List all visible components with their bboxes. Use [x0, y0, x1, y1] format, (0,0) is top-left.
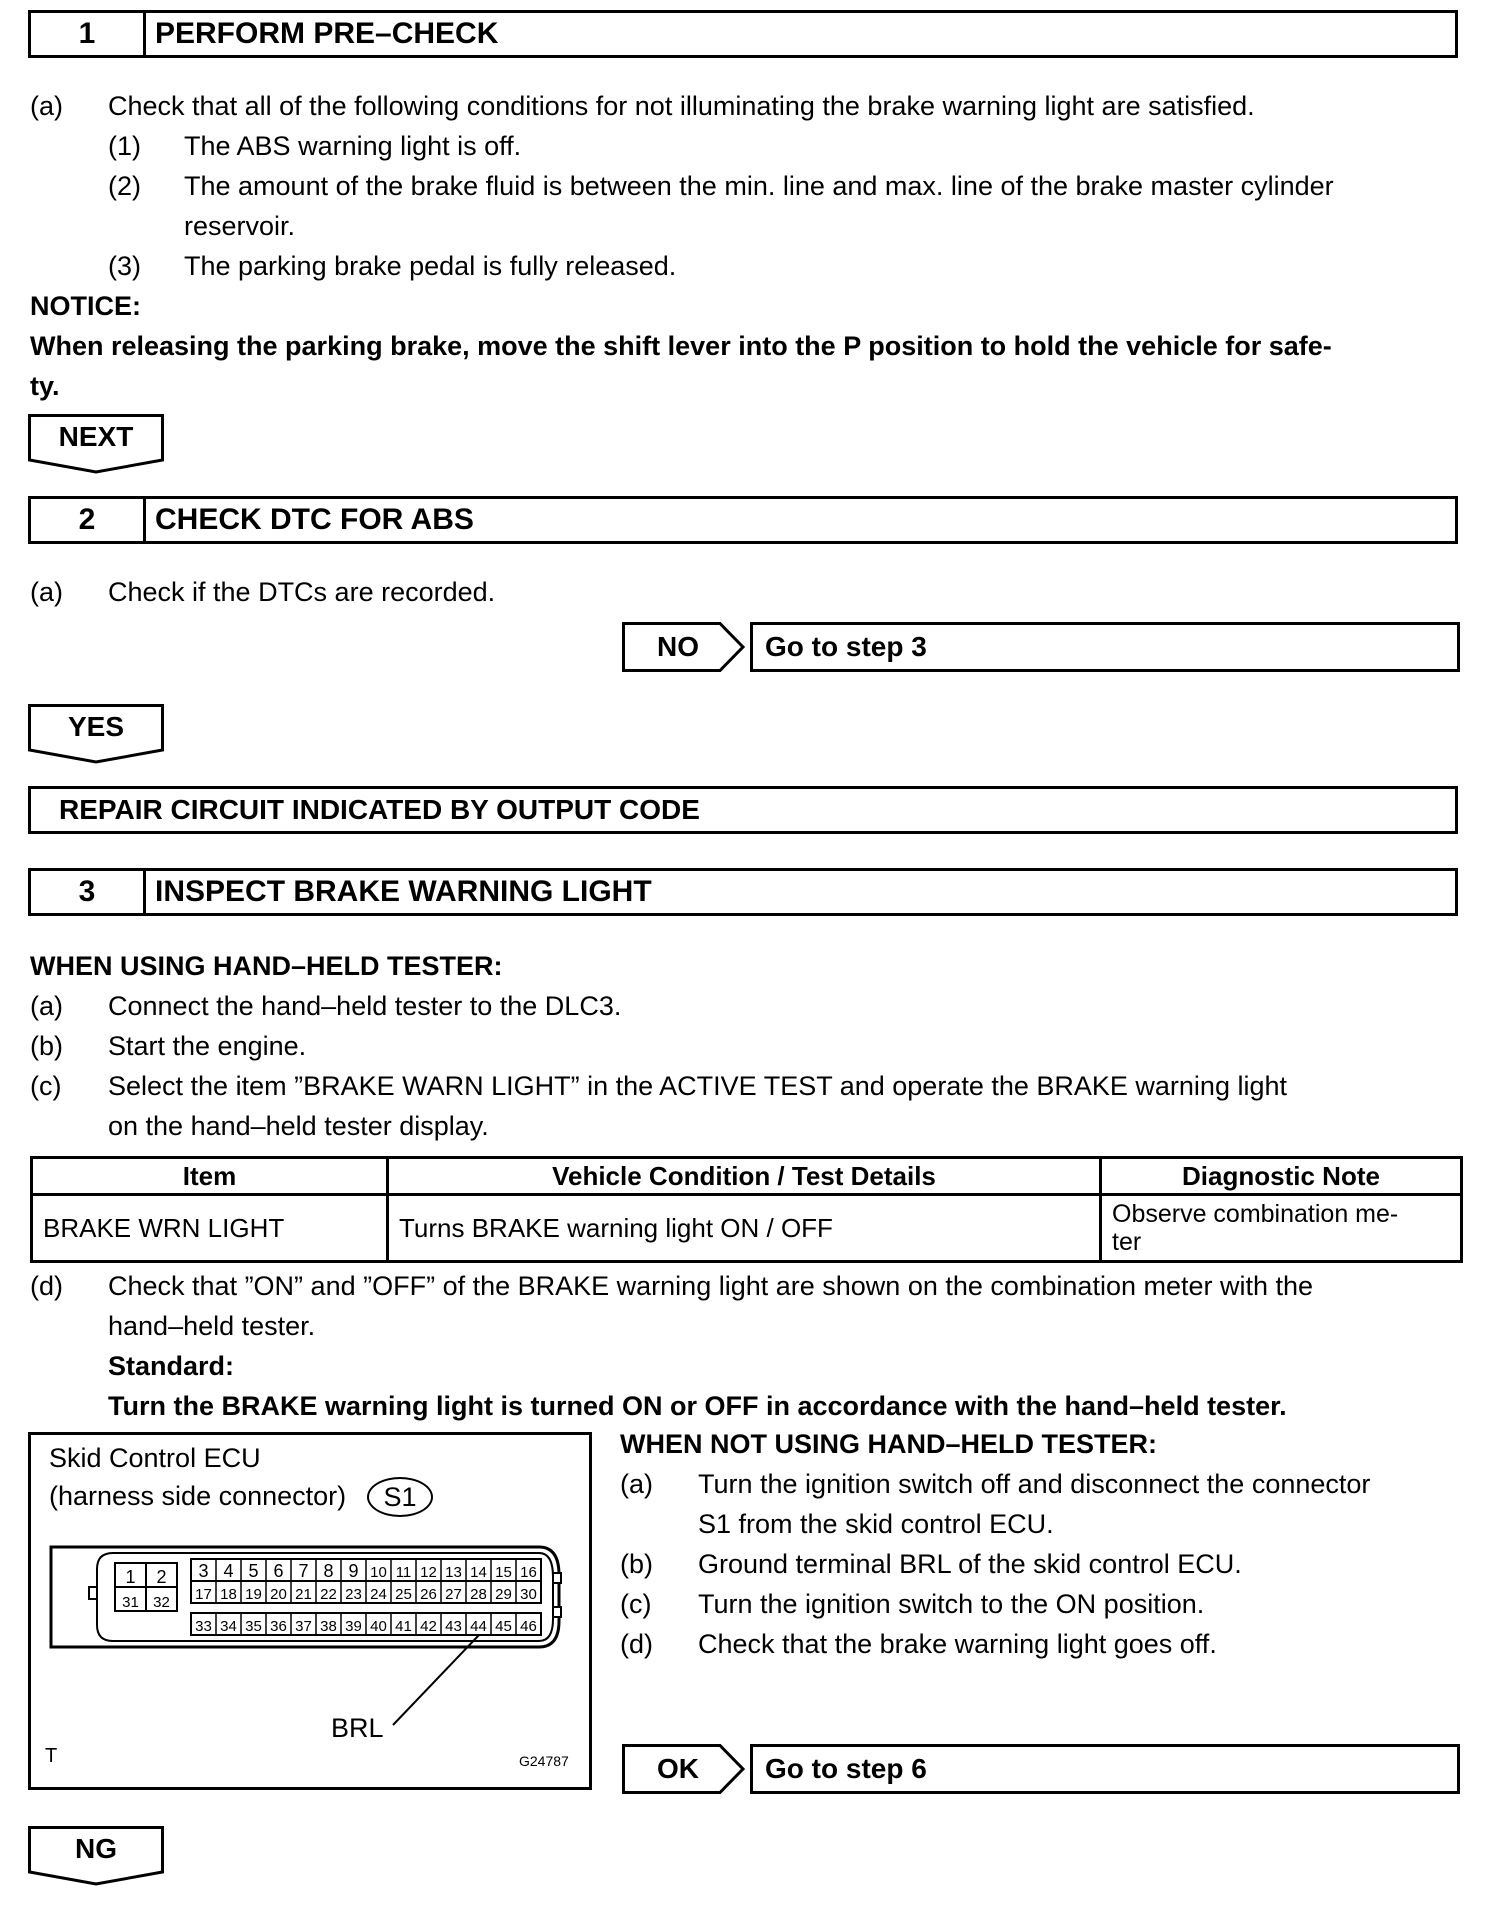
flag-label: NEXT — [58, 421, 134, 452]
pin-number: 35 — [245, 1618, 262, 1635]
table-cell: BRAKE WRN LIGHT — [32, 1195, 388, 1262]
notice-text: When releasing the parking brake, move the shift lever into the P position to hold the vehicle for safe- — [30, 331, 1332, 361]
list-marker: (c) — [620, 1589, 652, 1619]
pin-number: 1 — [125, 1567, 136, 1587]
pin-number: 21 — [295, 1586, 312, 1603]
table-header: Item — [32, 1158, 388, 1195]
condition-text: The ABS warning light is off. — [184, 131, 522, 161]
pin-number: 15 — [495, 1564, 512, 1581]
pin-number: 2 — [156, 1567, 167, 1587]
flag-label: YES — [67, 711, 125, 742]
active-test-table — [30, 1156, 1463, 1263]
pin-number: 7 — [298, 1561, 309, 1581]
connector-diagram — [28, 1432, 592, 1790]
pin-number: 14 — [470, 1564, 487, 1581]
standard-label: Standard: — [108, 1351, 235, 1381]
ok-result — [622, 1744, 1462, 1794]
list-marker: (1) — [108, 131, 141, 161]
instruction-text: Check if the DTCs are recorded. — [108, 577, 496, 607]
notice-label: NOTICE: — [30, 291, 141, 321]
pin-number: 30 — [520, 1586, 537, 1603]
no-tester-step-text: Ground terminal BRL of the skid control ECU. — [698, 1549, 1242, 1579]
list-marker: (2) — [108, 171, 141, 201]
standard-text: Turn the BRAKE warning light is turned ON or OFF in accordance with the hand–held tester. — [108, 1391, 1287, 1421]
list-marker: (b) — [620, 1549, 653, 1579]
list-marker: (a) — [30, 577, 63, 607]
pin-number: 33 — [195, 1618, 212, 1635]
note-line: ter — [1112, 1228, 1142, 1256]
connector-drawing — [31, 1435, 589, 1787]
pin-number: 38 — [320, 1618, 337, 1635]
pin-number: 44 — [470, 1618, 487, 1635]
pin-number: 39 — [345, 1618, 362, 1635]
step-2-header — [28, 496, 1458, 544]
list-marker: (a) — [30, 91, 63, 121]
table-cell-note — [1101, 1195, 1462, 1262]
step-3-header — [28, 868, 1458, 916]
pin-number: 25 — [395, 1586, 412, 1603]
result-target: Go to step 6 — [750, 1744, 1460, 1794]
pin-number: 26 — [420, 1586, 437, 1603]
table-header: Diagnostic Note — [1101, 1158, 1462, 1195]
tester-step-text-cont: on the hand–held tester display. — [108, 1111, 489, 1141]
pin-number: 29 — [495, 1586, 512, 1603]
diagram-subtitle: (harness side connector) — [49, 1481, 347, 1511]
step-number: 2 — [31, 499, 146, 541]
pin-number: 23 — [345, 1586, 362, 1603]
pin-number: 5 — [248, 1561, 259, 1581]
pin-number: 34 — [220, 1618, 237, 1635]
pin-number: 19 — [245, 1586, 262, 1603]
pin-number: 13 — [445, 1564, 462, 1581]
figure-code: G24787 — [519, 1753, 569, 1769]
step-number: 1 — [31, 13, 146, 55]
step-number: 3 — [31, 871, 146, 913]
pin-number: 20 — [270, 1586, 287, 1603]
connector-id-badge: S1 — [367, 1477, 433, 1517]
repair-box: REPAIR CIRCUIT INDICATED BY OUTPUT CODE — [28, 786, 1458, 834]
list-marker: (b) — [30, 1031, 63, 1061]
condition-text: The parking brake pedal is fully released. — [184, 251, 677, 281]
yes-flag — [28, 704, 164, 764]
no-tester-step-text: Turn the ignition switch off and disconnect the connector — [698, 1469, 1371, 1499]
pin-number: 3 — [198, 1561, 209, 1581]
pin-number: 16 — [520, 1564, 537, 1581]
step-title: INSPECT BRAKE WARNING LIGHT — [155, 875, 652, 908]
list-marker: (c) — [30, 1071, 62, 1101]
pin-number: 40 — [370, 1618, 387, 1635]
next-flag — [28, 414, 164, 474]
pin-number: 31 — [122, 1594, 139, 1611]
diagram-title: Skid Control ECU — [49, 1443, 261, 1473]
pin-number: 17 — [195, 1586, 212, 1603]
pin-number: 12 — [420, 1564, 437, 1581]
condition-text: The amount of the brake fluid is between the min. line and max. line of the brake master cylinder — [184, 171, 1334, 201]
notice-text-cont: ty. — [30, 371, 60, 401]
pin-number: 32 — [153, 1594, 170, 1611]
pin-number: 4 — [223, 1561, 234, 1581]
pin-number: 24 — [370, 1586, 387, 1603]
table-cell: Turns BRAKE warning light ON / OFF — [388, 1195, 1101, 1262]
pin-number: 22 — [320, 1586, 337, 1603]
table-row — [32, 1195, 1462, 1262]
list-marker: (3) — [108, 251, 141, 281]
ng-flag — [28, 1826, 164, 1886]
step-title: CHECK DTC FOR ABS — [155, 503, 474, 536]
list-marker: (d) — [620, 1629, 653, 1659]
list-marker: (d) — [30, 1271, 63, 1301]
pin-number: 10 — [370, 1564, 387, 1581]
pin-number: 46 — [520, 1618, 537, 1635]
no-result — [622, 622, 1462, 672]
list-marker: (a) — [30, 991, 63, 1021]
result-label: OK — [657, 1753, 699, 1784]
tester-step-text: Start the engine. — [108, 1031, 307, 1061]
no-tester-heading: WHEN NOT USING HAND–HELD TESTER: — [620, 1429, 1158, 1459]
pin-number: 42 — [420, 1618, 437, 1635]
list-marker: (a) — [620, 1469, 653, 1499]
pin-label-brl: BRL — [331, 1713, 384, 1743]
table-header: Vehicle Condition / Test Details — [388, 1158, 1101, 1195]
pin-number: 28 — [470, 1586, 487, 1603]
instruction-text: Check that all of the following conditions for not illuminating the brake warning light are satisfied. — [108, 91, 1255, 121]
check-text: Check that ”ON” and ”OFF” of the BRAKE warning light are shown on the combination meter with the — [108, 1271, 1314, 1301]
pin-number: 43 — [445, 1618, 462, 1635]
check-text-cont: hand–held tester. — [108, 1311, 316, 1341]
pin-number: 11 — [395, 1564, 412, 1581]
step-1-header — [28, 10, 1458, 58]
tester-step-text: Select the item ”BRAKE WARN LIGHT” in the ACTIVE TEST and operate the BRAKE warning light — [108, 1071, 1287, 1101]
pin-number: 18 — [220, 1586, 237, 1603]
note-line: Observe combination me- — [1112, 1200, 1399, 1228]
no-tester-step-text: Turn the ignition switch to the ON position. — [698, 1589, 1205, 1619]
tester-heading: WHEN USING HAND–HELD TESTER: — [30, 951, 503, 981]
pin-number: 36 — [270, 1618, 287, 1635]
pin-number: 37 — [295, 1618, 312, 1635]
result-target: Go to step 3 — [750, 622, 1460, 672]
pin-number: 9 — [348, 1561, 359, 1581]
pin-number: 41 — [395, 1618, 412, 1635]
pin-number: 6 — [273, 1561, 284, 1581]
pin-number: 27 — [445, 1586, 462, 1603]
result-label: NO — [657, 631, 699, 662]
flag-label: NG — [75, 1833, 117, 1864]
no-tester-step-text: Check that the brake warning light goes off. — [698, 1629, 1217, 1659]
pin-number: 45 — [495, 1618, 512, 1635]
tester-step-text: Connect the hand–held tester to the DLC3. — [108, 991, 622, 1021]
no-tester-step-text-cont: S1 from the skid control ECU. — [698, 1509, 1054, 1539]
step-title: PERFORM PRE–CHECK — [155, 17, 499, 50]
table-header-row — [32, 1158, 1462, 1195]
corner-mark: T — [45, 1745, 58, 1767]
pin-number: 8 — [323, 1561, 334, 1581]
condition-text-cont: reservoir. — [184, 211, 296, 241]
